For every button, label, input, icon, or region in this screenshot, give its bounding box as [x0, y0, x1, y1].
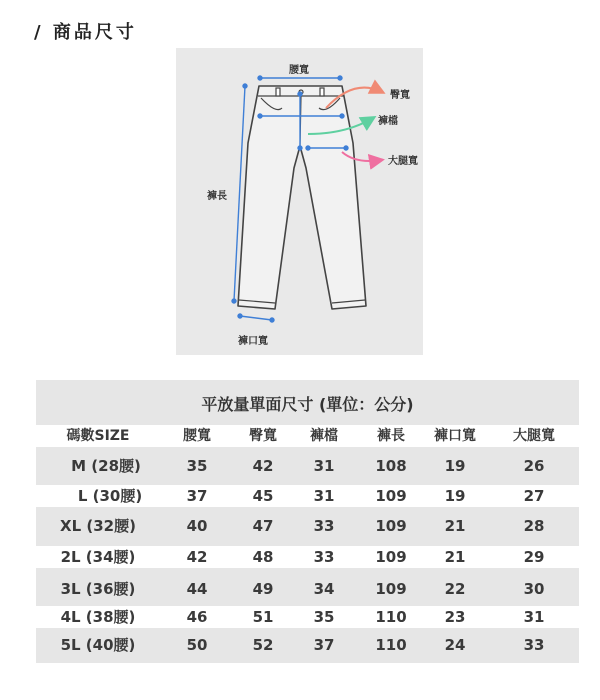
header-cell: 褲口寬	[434, 428, 476, 444]
value-cell: 35	[313, 608, 335, 626]
header-cell: 臀寬	[249, 428, 277, 444]
size-cell: L (30腰)	[77, 487, 143, 505]
value-cell: 34	[313, 580, 335, 598]
value-cell: 40	[186, 517, 208, 535]
waist-label: 腰寬	[289, 65, 309, 76]
hip-label: 臀寬	[390, 90, 410, 101]
value-cell: 49	[252, 580, 274, 598]
size-table	[36, 380, 579, 663]
value-cell: 109	[375, 580, 407, 598]
value-cell: 37	[313, 636, 335, 654]
value-cell: 51	[252, 608, 274, 626]
value-cell: 31	[313, 487, 335, 505]
table-row	[36, 455, 579, 477]
value-cell: 26	[523, 457, 545, 475]
size-cell: 4L (38腰)	[60, 608, 136, 626]
value-cell: 44	[186, 580, 208, 598]
value-cell: 23	[444, 608, 466, 626]
table-row	[36, 606, 579, 628]
length-label: 褲長	[207, 191, 227, 202]
value-cell: 30	[523, 580, 545, 598]
table-header-row	[36, 425, 579, 447]
value-cell: 21	[444, 548, 466, 566]
header-cell: 褲長	[377, 428, 405, 444]
value-cell: 110	[375, 608, 407, 626]
value-cell: 50	[186, 636, 208, 654]
value-cell: 52	[252, 636, 274, 654]
value-cell: 109	[375, 517, 407, 535]
value-cell: 24	[444, 636, 466, 654]
hem-label: 褲口寬	[238, 336, 268, 347]
table-row	[36, 546, 579, 568]
table-row	[36, 515, 579, 537]
value-cell: 33	[313, 548, 335, 566]
value-cell: 108	[375, 457, 407, 475]
header-cell: 腰寬	[183, 428, 211, 444]
value-cell: 33	[523, 636, 545, 654]
table-title: 平放量單面尺寸 (單位：公分)	[201, 395, 414, 414]
value-cell: 47	[252, 517, 274, 535]
rise-label: 褲檔	[378, 116, 398, 127]
value-cell: 37	[186, 487, 208, 505]
value-cell: 19	[444, 457, 466, 475]
value-cell: 28	[523, 517, 545, 535]
value-cell: 31	[523, 608, 545, 626]
table-row	[36, 634, 579, 656]
value-cell: 42	[252, 457, 274, 475]
size-cell: 3L (36腰)	[60, 580, 136, 598]
value-cell: 42	[186, 548, 208, 566]
size-cell: XL (32腰)	[60, 517, 136, 535]
value-cell: 21	[444, 517, 466, 535]
value-cell: 48	[252, 548, 274, 566]
header-cell: 褲檔	[310, 428, 338, 444]
value-cell: 29	[523, 548, 545, 566]
thigh-label: 大腿寬	[388, 156, 418, 167]
value-cell: 27	[523, 487, 545, 505]
value-cell: 110	[375, 636, 407, 654]
header-cell: 大腿寬	[513, 428, 555, 444]
value-cell: 109	[375, 548, 407, 566]
size-cell: 2L (34腰)	[60, 548, 136, 566]
value-cell: 45	[252, 487, 274, 505]
size-cell: 5L (40腰)	[60, 636, 136, 654]
value-cell: 22	[444, 580, 466, 598]
header-cell: 碼數SIZE	[66, 428, 130, 444]
table-row	[36, 578, 579, 600]
value-cell: 109	[375, 487, 407, 505]
value-cell: 31	[313, 457, 335, 475]
pants-outline	[238, 86, 366, 309]
pants-diagram	[176, 48, 423, 355]
value-cell: 35	[186, 457, 208, 475]
value-cell: 33	[313, 517, 335, 535]
size-cell: M (28腰)	[71, 457, 141, 475]
section-title: / 商品尺寸	[34, 22, 137, 43]
value-cell: 46	[186, 608, 208, 626]
value-cell: 19	[444, 487, 466, 505]
table-row	[36, 485, 579, 507]
